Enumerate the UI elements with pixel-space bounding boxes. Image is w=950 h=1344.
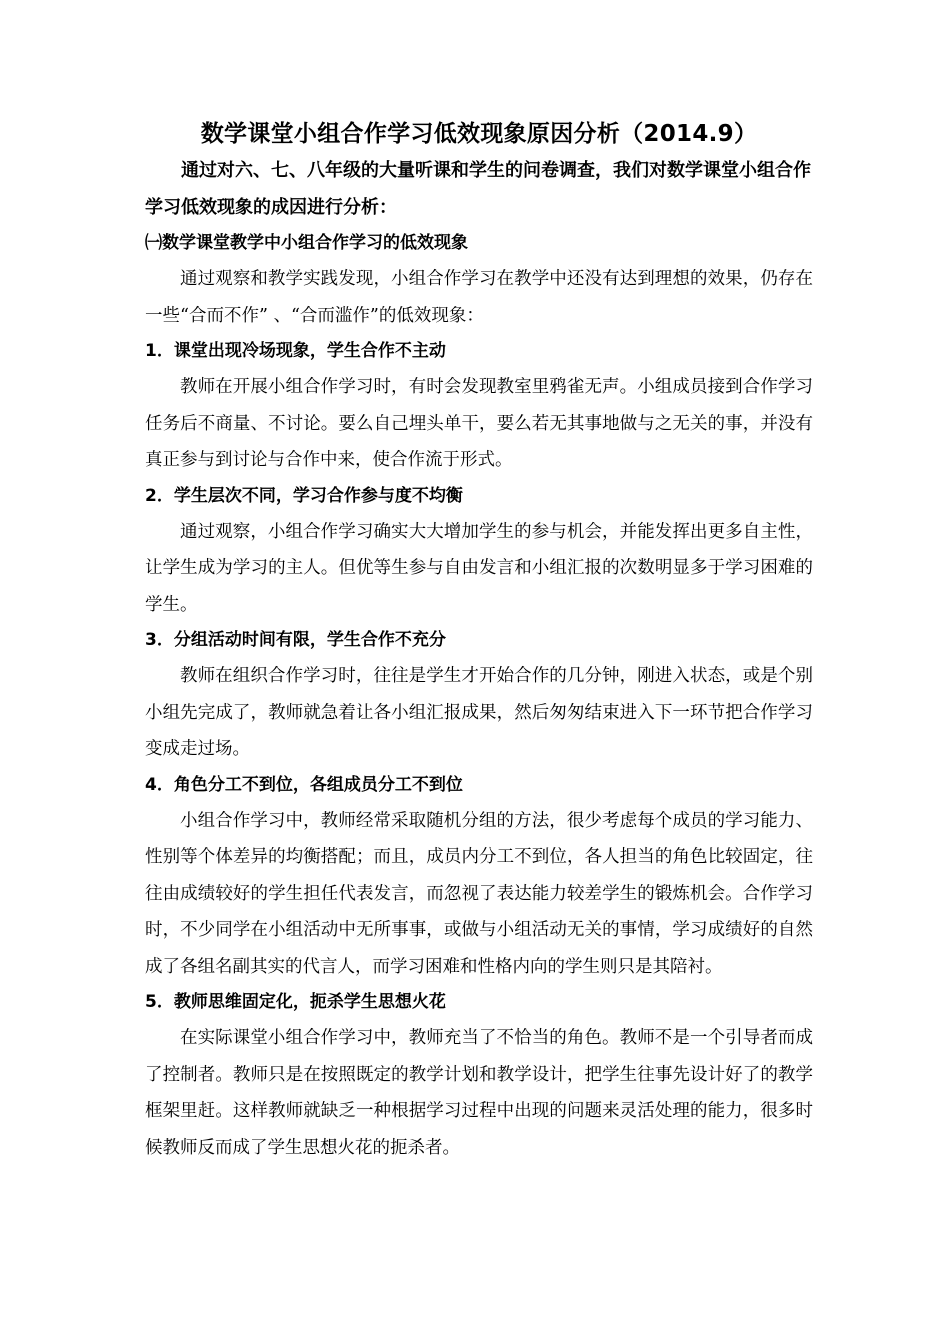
item-2-heading: 2．学生层次不同，学习合作参与度不均衡: [145, 485, 463, 506]
item-4-heading: 4．角色分工不到位，各组成员分工不到位: [145, 774, 463, 795]
section-heading: ㈠数学课堂教学中小组合作学习的低效现象: [145, 233, 468, 253]
item-5-heading: 5．教师思维固定化，扼杀学生思想火花: [145, 992, 446, 1012]
document-intro: 通过对六、七、八年级的大量听课和学生的问卷调查，我们对数学课堂小组合作学习低效现象的成因进行分析：: [145, 160, 811, 218]
document-title: 数学课堂小组合作学习低效现象原因分析（2014.9）: [200, 121, 758, 147]
item-5-body: 在实际课堂小组合作学习中，教师充当了不恰当的角色。教师不是一个引导者而成了控制者。教师只是在按照既定的教学计划和教学设计，把学生往事先设计好了的教学框架里赶。这样教师就缺乏一种根据学习过程中出现的问题来灵活处理的能力，很多时候教师反而成了学生思想火花的扼杀者。: [145, 1028, 813, 1158]
item-2-body: 通过观察，小组合作学习确实大大增加学生的参与机会，并能发挥出更多自主性，让学生成为学习的主人。但优等生参与自由发言和小组汇报的次数明显多于学习困难的学生。: [145, 521, 813, 615]
item-4-body: 小组合作学习中，教师经常采取随机分组的方法，很少考虑每个成员的学习能力、性别等个体差异的均衡搭配；而且，成员内分工不到位，各人担当的角色比较固定，往往由成绩较好的学生担任代表发言，而忽视了表达能力较差学生的锻炼机会。合作学习时，不少同学在小组活动中无所事事，或做与小组活动无关的事情，学习成绩好的自然成了各组名副其实的代言人，而学习困难和性格内向的学生则只是其陪衬。: [145, 810, 813, 977]
item-1-body: 教师在开展小组合作学习时，有时会发现教室里鸦雀无声。小组成员接到合作学习任务后不商量、不讨论。要么自己埋头单干，要么若无其事地做与之无关的事，并没有真正参与到讨论与合作中来，使合作流于形式。: [145, 377, 813, 470]
item-1-heading: 1．课堂出现冷场现象，学生合作不主动: [145, 341, 446, 361]
item-3-body: 教师在组织合作学习时，往往是学生才开始合作的几分钟，刚进入状态，或是个别小组先完成了，教师就急着让各小组汇报成果，然后匆匆结束进入下一环节把合作学习变成走过场。: [145, 666, 813, 759]
document-content: [145, 116, 813, 1166]
item-3-heading: 3．分组活动时间有限，学生合作不充分: [145, 630, 446, 650]
section-intro: 通过观察和教学实践发现，小组合作学习在教学中还没有达到理想的效果，仍存在一些“合而不作” 、“合而滥作”的低效现象：: [145, 269, 813, 326]
